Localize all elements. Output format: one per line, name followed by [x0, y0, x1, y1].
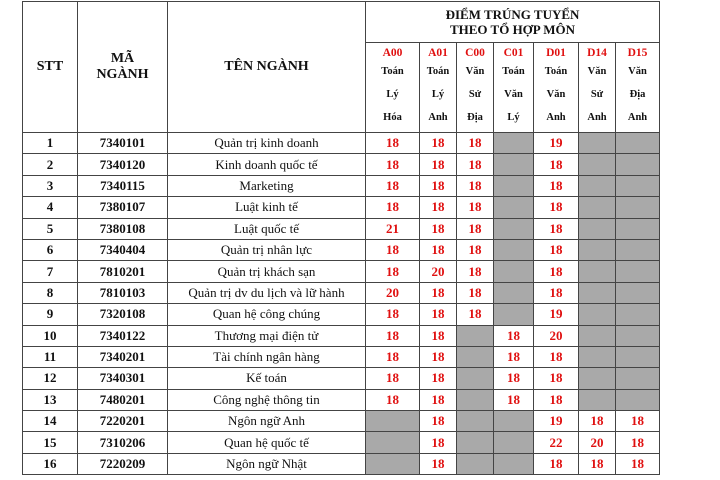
score-cell-empty: [579, 282, 616, 303]
score-cell-empty: [616, 261, 660, 282]
combo-code: D01: [546, 46, 566, 59]
row-major-name: Luật kinh tế: [168, 197, 366, 218]
row-major-name: Quan hệ công chúng: [168, 304, 366, 325]
combo-code: D14: [587, 46, 607, 59]
combo-subject: Lý: [386, 88, 399, 100]
score-cell-empty: [579, 197, 616, 218]
row-major-code: 7220209: [78, 453, 168, 474]
score-cell: 18: [420, 453, 457, 474]
table-row: [23, 346, 660, 367]
score-cell: 20: [534, 325, 579, 346]
combo-header-d15: [616, 43, 660, 133]
score-cell: 18: [534, 389, 579, 410]
score-cell: 18: [457, 261, 494, 282]
score-cell: 18: [420, 218, 457, 239]
header-major-code-line1: MÃ: [110, 51, 135, 66]
score-cell-empty: [366, 432, 420, 453]
score-cell-empty: [494, 411, 534, 432]
admission-score-table: [22, 1, 660, 475]
row-major-code: 7340101: [78, 133, 168, 154]
row-major-code: 7380107: [78, 197, 168, 218]
combo-code: D15: [627, 46, 648, 59]
score-cell-empty: [457, 389, 494, 410]
combo-header-c01: [494, 43, 534, 133]
score-cell: 18: [616, 453, 660, 474]
table-row: [23, 304, 660, 325]
score-cell: 18: [534, 197, 579, 218]
row-major-name: Kinh doanh quốc tế: [168, 154, 366, 175]
score-cell-empty: [616, 304, 660, 325]
header-major-name: TÊN NGÀNH: [168, 2, 366, 133]
row-stt: 12: [23, 368, 78, 389]
row-major-code: 7810201: [78, 261, 168, 282]
score-cell: 18: [457, 282, 494, 303]
row-major-code: 7310206: [78, 432, 168, 453]
score-cell: 18: [366, 368, 420, 389]
score-cell: 18: [534, 261, 579, 282]
row-major-code: 7380108: [78, 218, 168, 239]
combo-header-d01: [534, 43, 579, 133]
score-cell: 19: [534, 411, 579, 432]
score-cell: 18: [457, 197, 494, 218]
combo-subject: Toán: [426, 65, 450, 77]
score-cell: 20: [579, 432, 616, 453]
score-cell: 18: [420, 175, 457, 196]
table-row: [23, 368, 660, 389]
score-cell: 18: [366, 239, 420, 260]
row-stt: 3: [23, 175, 78, 196]
score-cell-empty: [494, 154, 534, 175]
score-cell-empty: [494, 432, 534, 453]
score-cell: 18: [534, 346, 579, 367]
score-cell: 18: [420, 411, 457, 432]
score-cell: 18: [534, 368, 579, 389]
combo-subject: Văn: [587, 65, 607, 77]
row-major-name: Quản trị nhân lực: [168, 239, 366, 260]
combo-subject: Anh: [546, 111, 566, 123]
table-row: [23, 175, 660, 196]
score-cell-empty: [579, 133, 616, 154]
score-cell-empty: [494, 453, 534, 474]
row-major-code: 7340115: [78, 175, 168, 196]
row-major-name: Ngôn ngữ Anh: [168, 411, 366, 432]
score-cell: 18: [366, 304, 420, 325]
row-stt: 8: [23, 282, 78, 303]
header-score-group-line2: THEO TỔ HỢP MÔN: [449, 22, 576, 37]
combo-subject: Địa: [467, 111, 483, 123]
row-major-code: 7340120: [78, 154, 168, 175]
score-cell-empty: [616, 346, 660, 367]
score-cell: 18: [366, 325, 420, 346]
score-cell: 18: [494, 389, 534, 410]
score-cell-empty: [366, 453, 420, 474]
score-cell: 18: [457, 218, 494, 239]
score-cell-empty: [616, 218, 660, 239]
score-cell: 19: [534, 133, 579, 154]
score-cell: 22: [534, 432, 579, 453]
table-row: [23, 453, 660, 474]
row-major-name: Luật quốc tế: [168, 218, 366, 239]
header-major-code-line2: NGÀNH: [96, 67, 149, 82]
score-cell: 18: [420, 154, 457, 175]
row-major-name: Tài chính ngân hàng: [168, 346, 366, 367]
table-row: [23, 432, 660, 453]
row-major-code: 7340122: [78, 325, 168, 346]
combo-code: C00: [465, 46, 485, 59]
combo-subject: Văn: [628, 65, 647, 77]
score-cell: 18: [420, 325, 457, 346]
score-cell: 20: [366, 282, 420, 303]
combo-subject: Toán: [502, 65, 525, 77]
score-cell-empty: [579, 325, 616, 346]
combo-header-d14: [579, 43, 616, 133]
score-cell: 18: [420, 304, 457, 325]
score-cell: 18: [420, 389, 457, 410]
header-score-group-line1: ĐIỂM TRÚNG TUYỂN: [445, 7, 580, 22]
score-cell-empty: [616, 282, 660, 303]
combo-subject: Sử: [590, 88, 604, 100]
table-row: [23, 282, 660, 303]
score-cell-empty: [494, 239, 534, 260]
row-major-code: 7340301: [78, 368, 168, 389]
combo-subject: Anh: [587, 111, 607, 123]
score-cell-empty: [616, 133, 660, 154]
table-row: [23, 218, 660, 239]
row-major-name: Thương mại điện tử: [168, 325, 366, 346]
row-stt: 14: [23, 411, 78, 432]
header-stt: STT: [23, 2, 78, 133]
combo-subject: Lý: [507, 111, 520, 123]
score-cell-empty: [494, 218, 534, 239]
score-cell: 18: [457, 304, 494, 325]
score-cell: 18: [420, 346, 457, 367]
combo-subject: Hóa: [383, 111, 402, 123]
score-cell-empty: [579, 346, 616, 367]
row-stt: 11: [23, 346, 78, 367]
table-row: [23, 197, 660, 218]
score-cell-empty: [457, 325, 494, 346]
table-row: [23, 325, 660, 346]
score-cell: 18: [616, 432, 660, 453]
combo-subject: Địa: [629, 88, 646, 100]
row-stt: 2: [23, 154, 78, 175]
row-major-code: 7340201: [78, 346, 168, 367]
table-row: [23, 154, 660, 175]
score-cell: 18: [420, 432, 457, 453]
score-cell: 18: [420, 239, 457, 260]
combo-subject: Văn: [465, 65, 485, 77]
row-stt: 13: [23, 389, 78, 410]
score-cell-empty: [579, 389, 616, 410]
row-major-name: Quan hệ quốc tế: [168, 432, 366, 453]
score-cell-empty: [366, 411, 420, 432]
table-row: [23, 411, 660, 432]
combo-subject: Lý: [431, 88, 445, 100]
combo-code: A00: [382, 46, 403, 59]
row-major-name: Quản trị kinh doanh: [168, 133, 366, 154]
score-cell: 18: [494, 325, 534, 346]
score-cell: 18: [366, 346, 420, 367]
score-cell: 18: [366, 133, 420, 154]
row-stt: 6: [23, 239, 78, 260]
score-cell: 18: [534, 218, 579, 239]
combo-subject: Sử: [468, 88, 482, 100]
table-row: [23, 133, 660, 154]
row-stt: 16: [23, 453, 78, 474]
score-cell: 21: [366, 218, 420, 239]
combo-code: C01: [503, 46, 524, 59]
combo-subject: Toán: [544, 65, 568, 77]
score-cell-empty: [579, 175, 616, 196]
row-major-name: Kế toán: [168, 368, 366, 389]
row-stt: 10: [23, 325, 78, 346]
score-cell: 20: [420, 261, 457, 282]
score-cell-empty: [616, 239, 660, 260]
combo-subject: Anh: [627, 111, 648, 123]
score-cell: 18: [534, 154, 579, 175]
combo-code: A01: [428, 46, 448, 59]
score-cell-empty: [616, 154, 660, 175]
score-cell: 18: [494, 368, 534, 389]
score-cell: 18: [457, 175, 494, 196]
combo-subject: Văn: [504, 88, 523, 100]
score-cell: 18: [579, 411, 616, 432]
score-cell: 18: [366, 389, 420, 410]
score-cell: 18: [579, 453, 616, 474]
row-stt: 7: [23, 261, 78, 282]
score-cell: 18: [366, 154, 420, 175]
score-cell: 18: [366, 175, 420, 196]
score-cell-empty: [616, 325, 660, 346]
table-row: [23, 389, 660, 410]
combo-subject: Toán: [381, 65, 404, 77]
combo-header-a00: [366, 43, 420, 133]
combo-header-a01: [420, 43, 457, 133]
score-cell: 18: [457, 154, 494, 175]
score-cell: 18: [534, 175, 579, 196]
row-stt: 15: [23, 432, 78, 453]
score-cell: 18: [420, 368, 457, 389]
score-cell: 18: [534, 453, 579, 474]
combo-subject: Văn: [546, 88, 566, 100]
score-cell: 19: [534, 304, 579, 325]
score-cell-empty: [494, 175, 534, 196]
row-major-name: Quản trị khách sạn: [168, 261, 366, 282]
score-cell-empty: [616, 175, 660, 196]
score-cell-empty: [457, 346, 494, 367]
score-cell-empty: [579, 218, 616, 239]
score-cell-empty: [579, 368, 616, 389]
row-stt: 5: [23, 218, 78, 239]
score-cell: 18: [457, 133, 494, 154]
row-major-code: 7220201: [78, 411, 168, 432]
combo-header-c00: [457, 43, 494, 133]
score-cell-empty: [616, 197, 660, 218]
table-row: [23, 239, 660, 260]
score-cell-empty: [616, 368, 660, 389]
row-major-code: 7340404: [78, 239, 168, 260]
row-stt: 9: [23, 304, 78, 325]
score-cell: 18: [366, 261, 420, 282]
score-cell: 18: [420, 133, 457, 154]
score-cell: 18: [534, 282, 579, 303]
score-cell-empty: [494, 133, 534, 154]
score-cell-empty: [579, 154, 616, 175]
row-major-code: 7320108: [78, 304, 168, 325]
score-cell-empty: [616, 389, 660, 410]
score-cell: 18: [420, 282, 457, 303]
row-major-name: Ngôn ngữ Nhật: [168, 453, 366, 474]
score-cell: 18: [616, 411, 660, 432]
score-cell-empty: [579, 304, 616, 325]
score-cell-empty: [494, 304, 534, 325]
score-cell-empty: [494, 282, 534, 303]
score-cell: 18: [494, 346, 534, 367]
row-stt: 4: [23, 197, 78, 218]
score-cell-empty: [457, 411, 494, 432]
score-cell: 18: [420, 197, 457, 218]
score-cell-empty: [457, 453, 494, 474]
score-cell-empty: [494, 197, 534, 218]
table-row: [23, 261, 660, 282]
score-cell-empty: [457, 368, 494, 389]
header-major-code: [78, 2, 168, 133]
row-stt: 1: [23, 133, 78, 154]
row-major-code: 7480201: [78, 389, 168, 410]
combo-subject: Anh: [428, 111, 448, 123]
score-cell: 18: [457, 239, 494, 260]
score-cell-empty: [457, 432, 494, 453]
score-cell: 18: [534, 239, 579, 260]
score-cell-empty: [579, 239, 616, 260]
score-cell-empty: [579, 261, 616, 282]
row-major-name: Công nghệ thông tin: [168, 389, 366, 410]
row-major-name: Quản trị dv du lịch và lữ hành: [168, 282, 366, 303]
score-cell-empty: [494, 261, 534, 282]
row-major-code: 7810103: [78, 282, 168, 303]
header-score-group: [366, 2, 660, 43]
score-cell: 18: [366, 197, 420, 218]
row-major-name: Marketing: [168, 175, 366, 196]
